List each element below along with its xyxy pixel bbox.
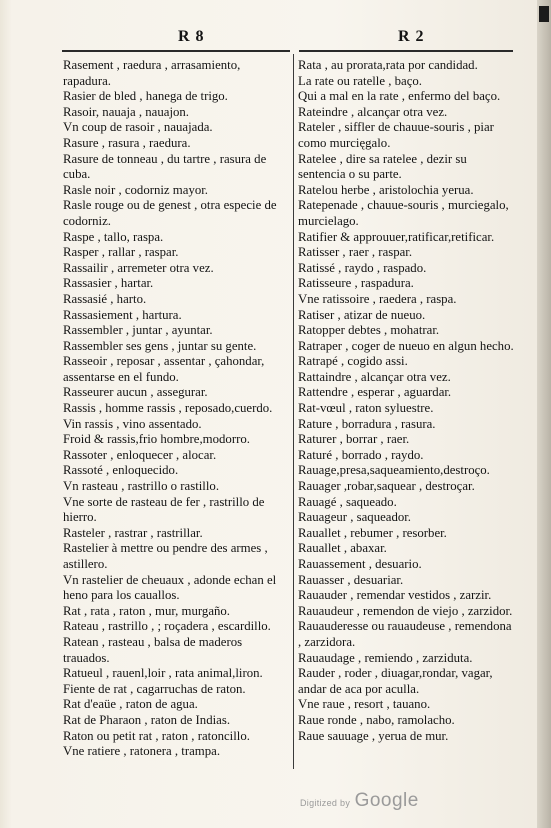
left-dictionary-column: [63, 58, 289, 760]
entry-text: Rasure de tonneau , du tartre , rasura de cuba.: [63, 151, 270, 182]
entry-text: Rassasié , harto.: [63, 291, 147, 306]
entry-text: Rassis , homme rassis , reposado,cuerdo.: [63, 401, 273, 416]
dictionary-entry: [63, 308, 289, 324]
dictionary-entry: [298, 604, 514, 620]
dictionary-entry: [63, 495, 289, 526]
dictionary-entry: [298, 245, 514, 261]
digitization-watermark: [300, 790, 419, 812]
entry-text: Froid & rassis,frio hombre,modorro.: [63, 432, 250, 447]
page-header: [0, 28, 551, 52]
google-wordmark: Google: [354, 790, 419, 811]
dictionary-entry: [298, 323, 514, 339]
entry-text: Rat , rata , raton , mur, murgaño.: [63, 603, 230, 618]
entry-text: Rasure , rasura , raedura.: [63, 135, 191, 150]
entry-text: Raturer , borrar , raer.: [298, 432, 410, 447]
entry-text: Ratraper , coger de nueuo en algun hecho.: [298, 338, 514, 353]
dictionary-entry: [63, 479, 289, 495]
dictionary-entry: [298, 479, 514, 495]
entry-text: Rauasser , desuariar.: [298, 572, 404, 587]
dictionary-entry: [63, 635, 289, 666]
dictionary-entry: [63, 385, 289, 401]
entry-text: Rattaindre , alcançar otra vez.: [298, 369, 451, 384]
entry-text: Rassasier , hartar.: [63, 276, 154, 291]
dictionary-entry: [63, 713, 289, 729]
dictionary-entry: [298, 588, 514, 604]
dictionary-entry: [63, 729, 289, 745]
dictionary-entry: [298, 58, 514, 74]
entry-text: Rasement , raedura , arrasamiento, rapadura.: [63, 58, 244, 88]
dictionary-entry: [63, 183, 289, 199]
entry-text: Ratean , rasteau , balsa de maderos trauados.: [63, 634, 246, 665]
entry-text: Rassoté , enloquecido.: [63, 463, 179, 478]
dictionary-entry: [63, 463, 289, 479]
dictionary-entry: [63, 261, 289, 277]
dictionary-entry: [63, 245, 289, 261]
dictionary-entry: [63, 89, 289, 105]
entry-text: Rassoter , enloquecer , alocar.: [63, 447, 217, 462]
dictionary-entry: [298, 339, 514, 355]
dictionary-entry: [63, 619, 289, 635]
dictionary-entry: [298, 89, 514, 105]
dictionary-entry: [298, 573, 514, 589]
header-rule-right: [299, 50, 513, 52]
entry-text: Raton ou petit rat , raton , ratoncillo.: [63, 728, 250, 743]
entry-text: Rature , borradura , rasura.: [298, 416, 436, 431]
entry-text: Vn coup de rasoir , nauajada.: [63, 120, 213, 135]
entry-text: Rauage,presa,saqueamiento,destroço.: [298, 463, 490, 478]
entry-text: Rauauder , remendar vestidos , zarzir.: [298, 588, 492, 603]
dictionary-entry: [63, 541, 289, 572]
entry-text: Rauaudeur , remendon de viejo , zarzidor.: [298, 603, 513, 618]
entry-text: Rauallet , rebumer , resorber.: [298, 525, 447, 540]
entry-text: Rasle noir , codorniz mayor.: [63, 182, 208, 197]
dictionary-entry: [298, 308, 514, 324]
dictionary-entry: [63, 339, 289, 355]
entry-text: Raturé , borrado , raydo.: [298, 447, 424, 462]
entry-text: Ratrapé , cogido assi.: [298, 354, 408, 369]
entry-text: Vne ratiere , ratonera , trampa.: [63, 744, 221, 759]
dictionary-entry: [63, 230, 289, 246]
dictionary-entry: [298, 557, 514, 573]
header-rule-left: [62, 50, 290, 52]
dictionary-entry: [63, 292, 289, 308]
entry-text: Ratissé , raydo , raspado.: [298, 260, 427, 275]
entry-text: Rauder , roder , diuagar,rondar, vagar, andar de aca por aculla.: [298, 666, 496, 696]
dictionary-entry: [63, 697, 289, 713]
entry-text: Rauassement , desuario.: [298, 557, 422, 571]
entry-text: Vne ratissoire , raedera , raspa.: [298, 291, 457, 306]
entry-text: Vn rastelier de cheuaux , adonde echan el heno para los cauallos.: [63, 572, 280, 603]
entry-text: Raue sauuage , yerua de mur.: [298, 728, 449, 743]
entry-text: Rassembler ses gens , juntar su gente.: [63, 338, 257, 353]
dictionary-entry: [298, 292, 514, 308]
entry-text: Rat de Pharaon , raton de Indias.: [63, 712, 231, 727]
signature-right: R 2: [398, 28, 425, 45]
edge-mark: [539, 6, 549, 22]
dictionary-entry: [63, 323, 289, 339]
dictionary-entry: [298, 729, 514, 745]
dictionary-entry: [63, 105, 289, 121]
entry-text: Rateindre , alcançar otra vez.: [298, 104, 448, 119]
dictionary-entry: [298, 432, 514, 448]
entry-text: Rauageur , saqueador.: [298, 510, 411, 525]
dictionary-entry: [63, 198, 289, 229]
dictionary-entry: [298, 385, 514, 401]
entry-text: Vin rassis , vino assentado.: [63, 416, 202, 431]
dictionary-entry: [63, 682, 289, 698]
dictionary-entry: [298, 261, 514, 277]
dictionary-entry: [298, 619, 514, 650]
dictionary-entry: [298, 666, 514, 697]
entry-text: Ratepenade , chauue-souris , murciegalo, murcielago.: [298, 198, 512, 228]
entry-text: Rat-vœul , raton syluestre.: [298, 401, 434, 416]
dictionary-entry: [298, 713, 514, 729]
dictionary-entry: [63, 354, 289, 385]
column-separator: [293, 54, 294, 769]
dictionary-entry: [63, 448, 289, 464]
entry-text: Ratisseure , raspadura.: [298, 276, 414, 291]
dictionary-entry: [298, 230, 514, 246]
entry-text: Ratopper debtes , mohatrar.: [298, 323, 440, 338]
dictionary-entry: [63, 604, 289, 620]
entry-text: Rassailir , arremeter otra vez.: [63, 260, 214, 275]
signature-left: R 8: [178, 28, 205, 45]
dictionary-entry: [63, 432, 289, 448]
dictionary-entry: [63, 276, 289, 292]
entry-text: Vne sorte de rasteau de fer , rastrillo de hierro.: [63, 494, 268, 525]
entry-text: Ratelee , dire sa ratelee , dezir su sentencia o su parte.: [298, 151, 470, 182]
entry-text: Rata , au prorata,rata por candidad.: [298, 58, 478, 72]
entry-text: Ratifier & approuuer,ratificar,retificar.: [298, 229, 495, 244]
entry-text: Rauauderesse ou rauaudeuse , remendona , zarzidora.: [298, 619, 515, 649]
entry-text: Rauager ,robar,saquear , destroçar.: [298, 479, 475, 494]
entry-text: Rat d'eaüe , raton de agua.: [63, 697, 198, 712]
entry-text: Rauaudage , remiendo , zarziduta.: [298, 650, 473, 665]
entry-text: Raue ronde , nabo, ramolacho.: [298, 712, 455, 727]
dictionary-entry: [63, 744, 289, 760]
entry-text: Rauagé , saqueado.: [298, 494, 397, 509]
dictionary-entry: [298, 463, 514, 479]
dictionary-entry: [63, 152, 289, 183]
entry-text: Raspe , tallo, raspa.: [63, 229, 164, 244]
entry-text: Rasper , rallar , raspar.: [63, 245, 179, 260]
dictionary-entry: [63, 417, 289, 433]
dictionary-entry: [298, 651, 514, 667]
dictionary-entry: [298, 541, 514, 557]
digitized-by-text: Digitized by: [300, 798, 351, 808]
dictionary-entry: [298, 276, 514, 292]
entry-text: La rate ou ratelle , baço.: [298, 73, 422, 88]
entry-text: Rasier de bled , hanega de trigo.: [63, 89, 228, 104]
dictionary-entry: [298, 448, 514, 464]
entry-text: Rattendre , esperar , aguardar.: [298, 385, 452, 400]
dictionary-entry: [63, 666, 289, 682]
dictionary-entry: [298, 120, 514, 151]
entry-text: Rateler , siffler de chauue-souris , piar como murcięgalo.: [298, 120, 498, 150]
dictionary-entry: [298, 526, 514, 542]
entry-text: Rateau , rastrillo , ; roçadera , escardillo.: [63, 619, 271, 634]
dictionary-entry: [298, 183, 514, 199]
entry-text: Vne raue , resort , tauano.: [298, 697, 431, 712]
entry-text: Qui a mal en la rate , enfermo del baço.: [298, 89, 501, 104]
dictionary-entry: [63, 58, 289, 89]
entry-text: Rassasiement , hartura.: [63, 307, 182, 322]
dictionary-entry: [298, 105, 514, 121]
page-edge: [537, 0, 551, 828]
entry-text: Vn rasteau , rastrillo o rastillo.: [63, 479, 220, 494]
dictionary-entry: [298, 370, 514, 386]
entry-text: Rassembler , juntar , ayuntar.: [63, 323, 213, 338]
dictionary-entry: [63, 136, 289, 152]
entry-text: Rasseurer aucun , assegurar.: [63, 385, 208, 400]
entry-text: Rauallet , abaxar.: [298, 541, 387, 556]
dictionary-entry: [298, 198, 514, 229]
entry-text: Ratelou herbe , aristolochia yerua.: [298, 182, 474, 197]
entry-text: Rasle rouge ou de genest , otra especie de codorniz.: [63, 198, 280, 228]
dictionary-entry: [298, 697, 514, 713]
entry-text: Ratueul , rauenl,loir , rata animal,liron.: [63, 666, 263, 681]
entry-text: Rasseoir , reposar , assentar , çahondar, assentarse en el fundo.: [63, 354, 268, 384]
entry-text: Ratisser , raer , raspar.: [298, 245, 413, 260]
dictionary-entry: [63, 573, 289, 604]
dictionary-entry: [298, 74, 514, 90]
dictionary-entry: [298, 152, 514, 183]
entry-text: Rasteler , rastrar , rastrillar.: [63, 525, 203, 540]
entry-text: Rasoir, nauaja , nauajon.: [63, 104, 189, 119]
dictionary-entry: [298, 495, 514, 511]
dictionary-entry: [298, 510, 514, 526]
entry-text: Ratiser , atizar de nueuo.: [298, 307, 426, 322]
dictionary-entry: [298, 354, 514, 370]
dictionary-entry: [63, 401, 289, 417]
dictionary-entry: [63, 526, 289, 542]
entry-text: Rastelier à mettre ou pendre des armes , astillero.: [63, 541, 271, 571]
right-dictionary-column: [298, 58, 514, 744]
dictionary-entry: [298, 401, 514, 417]
dictionary-entry: [63, 120, 289, 136]
entry-text: Fiente de rat , cagarruchas de raton.: [63, 681, 246, 696]
dictionary-entry: [298, 417, 514, 433]
